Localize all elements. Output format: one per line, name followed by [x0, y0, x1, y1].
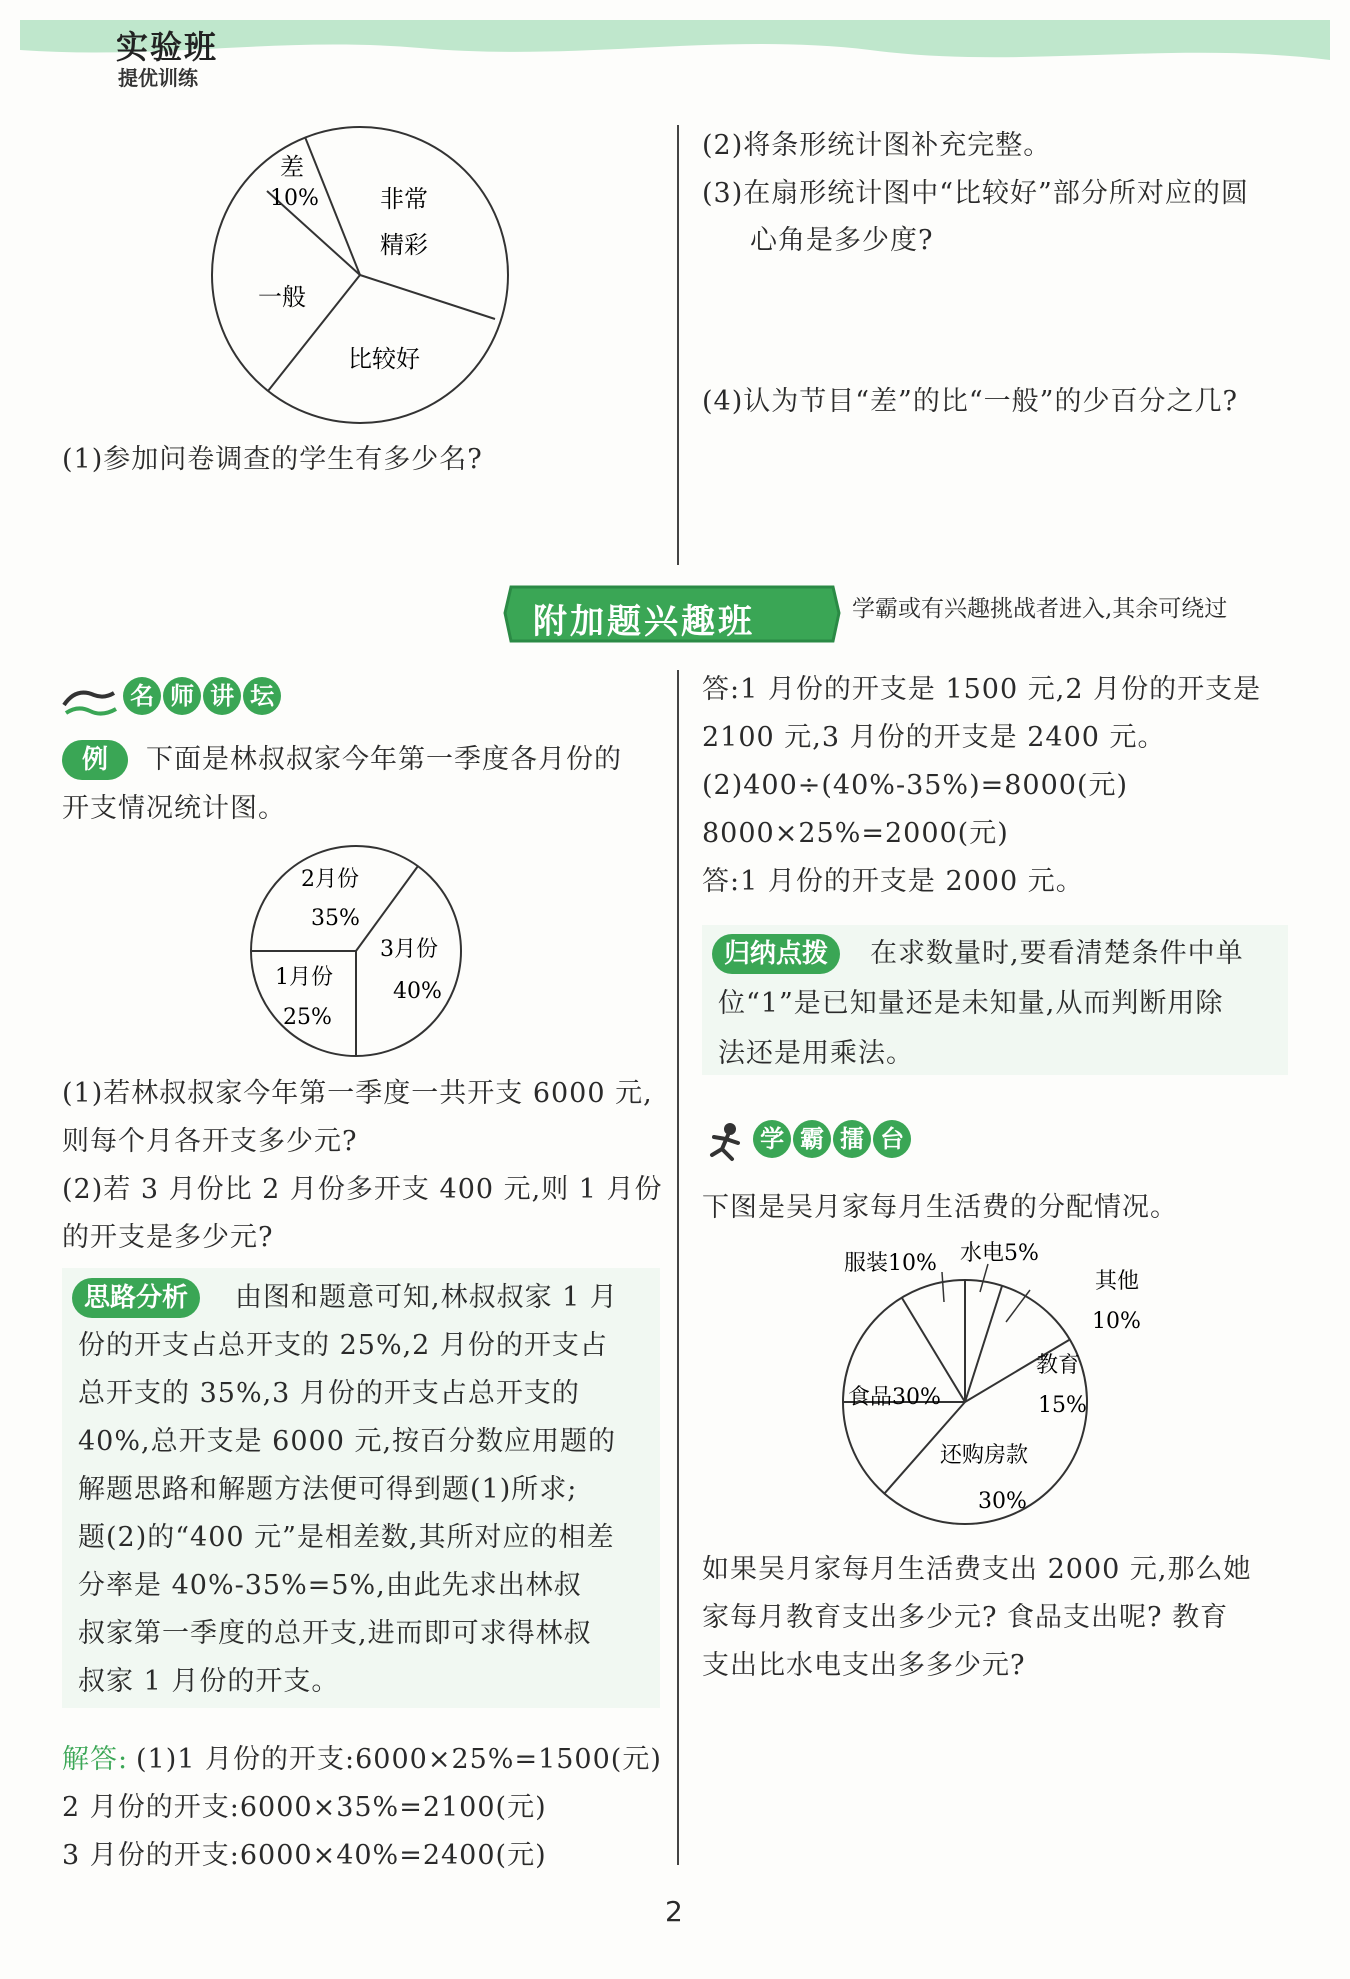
example-tag: 例: [62, 740, 128, 780]
answer-line-5: 答:1 月份的开支是 2000 元。: [702, 866, 1084, 897]
example-line2: 开支情况统计图。: [62, 793, 286, 824]
example-q2-line1: (2)若 3 月份比 2 月份多开支 400 元,则 1 月份: [62, 1174, 663, 1205]
challenge-char-4: 台: [873, 1120, 911, 1158]
example-q1-line1: (1)若林叔叔家今年第一季度一共开支 6000 元,: [62, 1078, 653, 1109]
analysis-line-8: 叔家第一季度的总开支,进而即可求得林叔: [78, 1618, 592, 1649]
pie-label-excellent-1: 非常: [380, 185, 428, 213]
challenge-char-1: 学: [753, 1120, 791, 1158]
summary-tag: 归纳点拨: [712, 934, 840, 974]
brand-subtitle: 提优训练: [118, 66, 198, 90]
swim-icon: [62, 683, 118, 717]
living-divider-3: [965, 1286, 1002, 1402]
challenge-q-line1: 如果吴月家每月生活费支出 2000 元,那么她: [702, 1554, 1252, 1585]
living-label-education: 教育: [1036, 1353, 1081, 1378]
analysis-line-9: 叔家 1 月份的开支。: [78, 1666, 340, 1697]
living-label-mortgage: 还购房款: [940, 1443, 1029, 1468]
brand-title: 实验班: [116, 28, 219, 66]
leader-line-2: [980, 1264, 988, 1292]
expense-pie-chart: [245, 840, 467, 1062]
solution-line2: 2 月份的开支:6000×35%=2100(元): [62, 1792, 547, 1823]
solution-line3: 3 月份的开支:6000×40%=2400(元): [62, 1840, 547, 1871]
analysis-line-6: 题(2)的“400 元”是相差数,其所对应的相差: [78, 1522, 615, 1553]
heading-char-3: 讲: [203, 677, 241, 715]
expense-label-feb-pct: 35%: [311, 906, 360, 931]
challenge-q-line3: 支出比水电支出多多少元?: [702, 1650, 1026, 1681]
challenge-char-2: 霸: [793, 1120, 831, 1158]
analysis-line-5: 解题思路和解题方法便可得到题(1)所求;: [78, 1474, 578, 1505]
expense-label-mar-pct: 40%: [393, 979, 442, 1004]
challenge-char-3: 擂: [833, 1120, 871, 1158]
leader-line-3: [1006, 1290, 1030, 1322]
teacher-section-heading: [62, 677, 283, 717]
answer-line-2: 2100 元,3 月份的开支是 2400 元。: [702, 722, 1166, 753]
column-divider-top: [677, 125, 679, 565]
expense-label-jan: 1月份: [275, 965, 333, 990]
bonus-banner-title: 附加题兴趣班: [533, 602, 755, 642]
example-line1: 下面是林叔叔家今年第一季度各月份的: [146, 744, 622, 775]
answer-line-1: 答:1 月份的开支是 1500 元,2 月份的开支是: [702, 674, 1262, 705]
pie-label-average: 一般: [258, 283, 306, 311]
heading-char-2: 师: [163, 677, 201, 715]
analysis-line-2: 份的开支占总开支的 25%,2 月份的开支占: [78, 1330, 608, 1361]
living-label-education-pct: 15%: [1038, 1393, 1087, 1418]
expense-label-mar: 3月份: [380, 937, 438, 962]
living-label-other-pct: 10%: [1092, 1309, 1141, 1334]
challenge-intro: 下图是吴月家每月生活费的分配情况。: [702, 1192, 1178, 1223]
leader-line-1: [942, 1272, 944, 1302]
survey-pie-chart: [200, 125, 520, 445]
analysis-line-3: 总开支的 35%,3 月份的开支占总开支的: [78, 1378, 580, 1409]
expense-label-feb: 2月份: [301, 867, 359, 892]
analysis-line-4: 40%,总开支是 6000 元,按百分数应用题的: [78, 1426, 617, 1457]
solution-tag: 解答:: [62, 1744, 129, 1775]
runner-icon: [704, 1121, 748, 1165]
analysis-line-1: 由图和题意可知,林叔叔家 1 月: [235, 1282, 618, 1313]
answer-line-4: 8000×25%=2000(元): [702, 818, 1009, 849]
living-label-other: 其他: [1095, 1269, 1140, 1294]
bonus-banner-note: 学霸或有兴趣挑战者进入,其余可绕过: [852, 596, 1228, 622]
living-label-clothing: 服装10%: [844, 1251, 937, 1276]
answer-line-3: (2)400÷(40%-35%)=8000(元): [702, 770, 1129, 801]
question-2: (2)将条形统计图补充完整。: [702, 130, 1052, 161]
example-q1-line2: 则每个月各开支多少元?: [62, 1126, 358, 1157]
question-3-line1: (3)在扇形统计图中“比较好”部分所对应的圆: [702, 178, 1249, 209]
pie-label-good: 比较好: [348, 345, 420, 373]
summary-line2: 位“1”是已知量还是未知量,从而判断用除: [718, 988, 1224, 1019]
pie-divider-3: [360, 275, 495, 319]
living-label-utilities: 水电5%: [960, 1241, 1039, 1266]
column-divider-bottom: [677, 670, 679, 1865]
challenge-q-line2: 家每月教育支出多少元? 食品支出呢? 教育: [702, 1602, 1229, 1633]
heading-char-1: 名: [123, 677, 161, 715]
challenge-section-heading: [704, 1120, 913, 1165]
question-3-line2: 心角是多少度?: [750, 225, 934, 256]
pie-label-poor-pct: 10%: [270, 186, 319, 211]
living-label-food: 食品30%: [848, 1385, 941, 1410]
question-1: (1)参加问卷调查的学生有多少名?: [62, 444, 483, 475]
analysis-line-7: 分率是 40%-35%=5%,由此先求出林叔: [78, 1570, 582, 1601]
summary-line3: 法还是用乘法。: [718, 1038, 914, 1069]
pie-label-excellent-2: 精彩: [380, 231, 428, 259]
heading-char-4: 坛: [243, 677, 281, 715]
living-cost-pie-chart: [830, 1240, 1160, 1530]
page-number: 2: [665, 1895, 683, 1928]
solution-line1: (1)1 月份的开支:6000×25%=1500(元): [136, 1744, 662, 1775]
expense-label-jan-pct: 25%: [283, 1005, 332, 1030]
pie-label-poor: 差: [280, 153, 304, 181]
living-label-mortgage-pct: 30%: [978, 1489, 1027, 1514]
question-4: (4)认为节目“差”的比“一般”的少百分之几?: [702, 386, 1238, 417]
summary-line1: 在求数量时,要看清楚条件中单: [870, 938, 1244, 969]
example-q2-line2: 的开支是多少元?: [62, 1222, 274, 1253]
analysis-tag: 思路分析: [72, 1278, 200, 1318]
